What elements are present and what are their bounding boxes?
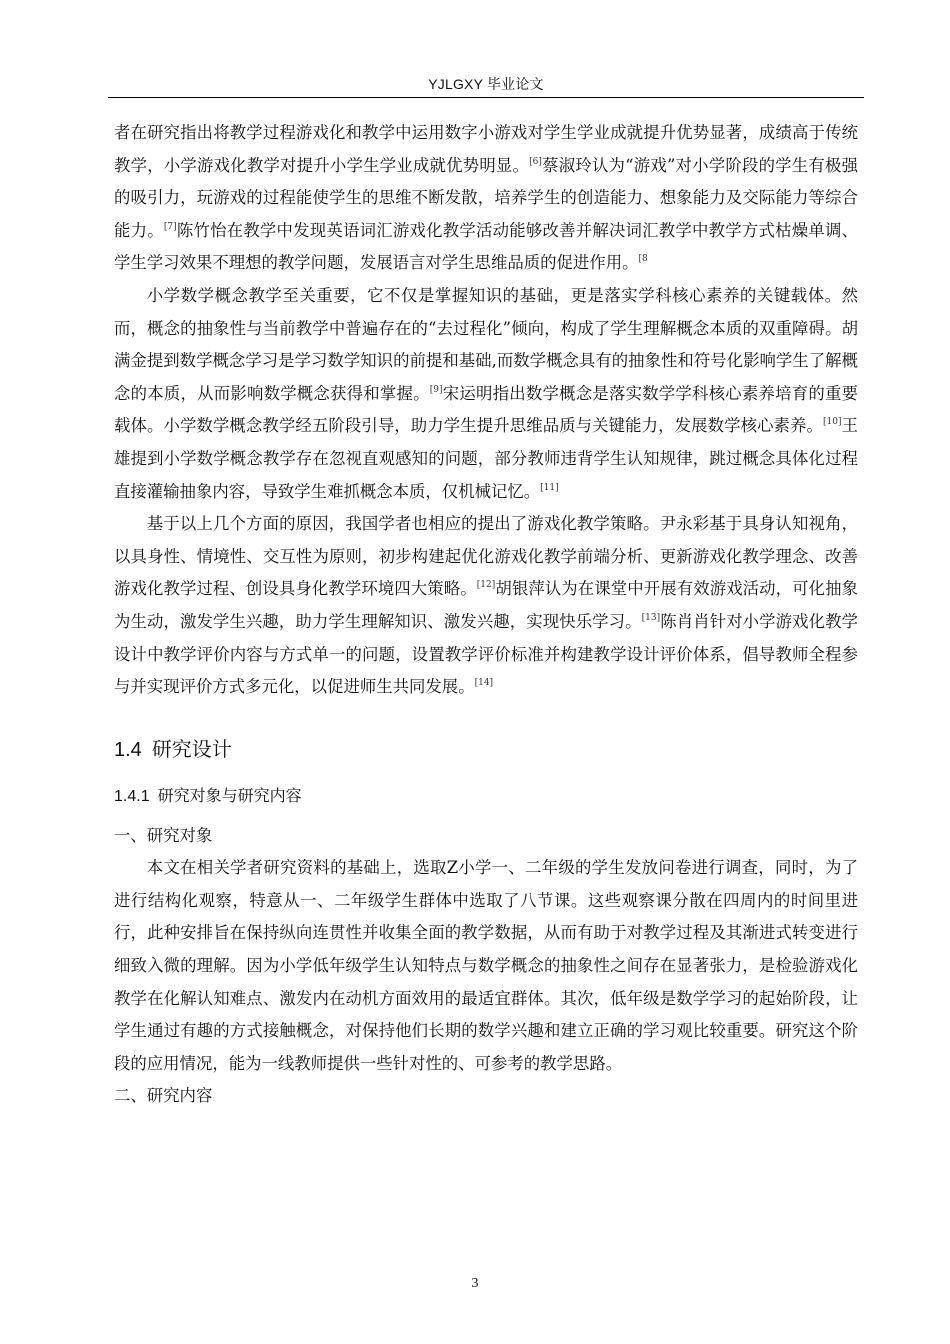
paragraph-strategies bbox=[114, 508, 858, 704]
paragraph-text: 基于以上几个方面的原因，我国学者也相应的提出了游戏化教学策略。尹永彩基于具身认知视角，以具身性、情境性、交互性为原则，初步构建起优化游戏化教学前端分析、更新游戏化教学理念、改善游戏化教学过程、创设具身化教学环境四大策略。 bbox=[114, 514, 858, 599]
page-body bbox=[114, 117, 858, 1113]
citation-ref: [6] bbox=[529, 156, 542, 167]
running-header: YJLGXY 毕业论文 bbox=[428, 76, 544, 92]
citation-ref: [8 bbox=[638, 254, 648, 265]
paragraph-text: 蔡淑玲认为“游戏”对小学阶段的学生有极强的吸引力，玩游戏的过程能使学生的思维不断发散，培养学生的创造能力、想象能力及交际能力等综合能力。 bbox=[114, 155, 859, 240]
citation-ref: [11] bbox=[540, 482, 559, 493]
paragraph-text: 陈竹怡在教学中发现英语词汇游戏化教学活动能够改善并解决词汇教学中教学方式枯燥单调、学生学习效果不理想的教学问题，发展语言对学生思维品质的促进作用。 bbox=[114, 220, 858, 273]
sub-heading-research-object: 一、研究对象 bbox=[114, 825, 213, 845]
citation-ref: [12] bbox=[476, 580, 496, 591]
citation-ref: [14] bbox=[474, 678, 494, 689]
section-title: 研究设计 bbox=[151, 738, 232, 761]
subsection-number: 1.4.1 bbox=[114, 787, 150, 805]
sub-heading-research-content: 二、研究内容 bbox=[114, 1086, 213, 1106]
paragraph-text: 者在研究指出将教学过程游戏化和教学中运用数字小游戏对学生学业成就提升优势显著，成绩高于传统教学，小学游戏化教学对提升小学生学业成就优势明显。 bbox=[114, 123, 858, 175]
section-number: 1.4 bbox=[114, 738, 142, 761]
subsection-heading bbox=[114, 780, 858, 814]
paragraph-text: 陈肖肖针对小学游戏化教学设计中教学评价内容与方式单一的问题，设置教学评价标准并构建教学设计评价体系，倡导教师全程参与并实现评价方式多元化，以促进师生共同发展。 bbox=[114, 611, 859, 697]
subsection-title: 研究对象与研究内容 bbox=[157, 787, 302, 805]
paragraph-continued bbox=[114, 117, 858, 280]
paragraph-text: 小学数学概念教学至关重要，它不仅是掌握知识的基础，更是落实学科核心素养的关键载体。然而，概念的抽象性与当前教学中普遍存在的“去过程化”倾向，构成了学生理解概念本质的双重障碍。胡满金提到数学概念学习是学习数学知识的前提和基础,而数学概念具有的抽象性和符号化影响学生了解概念的本质，从而影响数学概念获得和掌握。 bbox=[114, 285, 858, 403]
paragraph-research-object: 本文在相关学者研究资料的基础上，选取Z小学一、二年级的学生发放问卷进行调查，同时，为了进行结构化观察，特意从一、二年级学生群体中选取了八节课。这些观察课分散在四周内的时间里进行，此种安排旨在保持纵向连贯性并收集全面的教学数据，从而有助于对教学过程及其渐进式转变进行细致入微的理解。因为小学低年级学生认知特点与数学概念的抽象性之间存在显著张力，是检验游戏化教学在化解认知难点、激发内在动机方面效用的最适宜群体。其次，低年级是数学学习的起始阶段，让学生通过有趣的方式接触概念，对保持他们长期的数学兴趣和建立正确的学习观比较重要。研究这个阶段的应用情况，能为一线教师提供一些针对性的、可参考的教学思路。 bbox=[114, 858, 858, 1073]
citation-ref: [7] bbox=[163, 221, 177, 232]
header-rule bbox=[108, 97, 864, 98]
citation-ref: [10] bbox=[823, 417, 842, 428]
citation-ref: [13] bbox=[641, 612, 661, 623]
paragraph-text: 宋运明指出数学概念是落实数学学科核心素养培育的重要载体。小学数学概念教学经五阶段引导，助力学生提升思维品质与关键能力，发展数学核心素养。 bbox=[114, 383, 859, 436]
paragraph-text: 王雄提到小学数学概念教学存在忽视直观感知的问题，部分教师违背学生认知规律，跳过概念具体化过程直接灌输抽象内容，导致学生难抓概念本质，仅机械记忆。 bbox=[114, 416, 859, 501]
section-heading bbox=[114, 734, 858, 766]
paragraph-concept-teaching bbox=[114, 280, 858, 508]
citation-ref: [9] bbox=[429, 384, 443, 395]
paragraph-text: 胡银萍认为在课堂中开展有效游戏活动，可化抽象为生动，激发学生兴趣，助力学生理解知识、激发兴趣，实现快乐学习。 bbox=[114, 579, 859, 631]
page-number: 3 bbox=[471, 1276, 479, 1291]
